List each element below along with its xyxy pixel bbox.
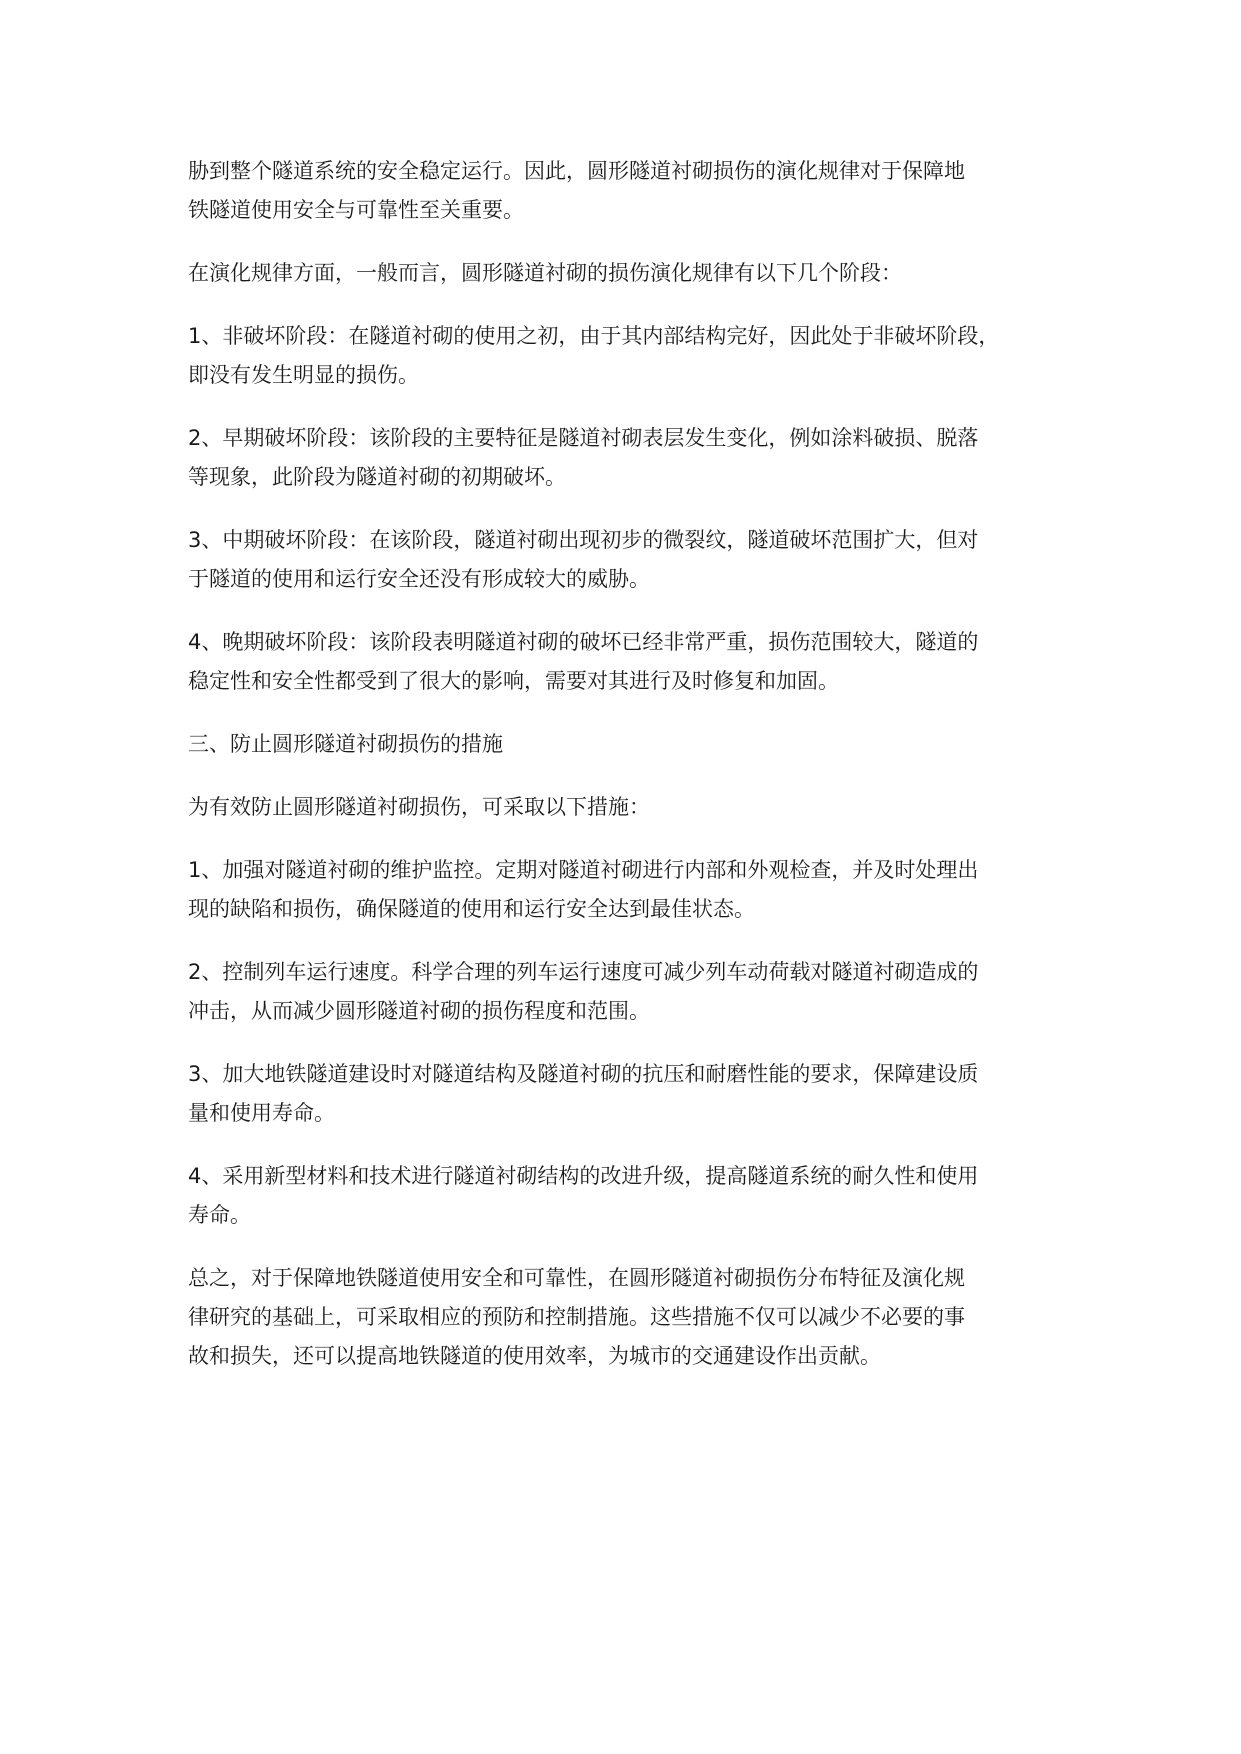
text-line: 于隧道的使用和运行安全还没有形成较大的威胁。 bbox=[188, 567, 650, 591]
text-line: 律研究的基础上，可采取相应的预防和控制措施。这些措施不仅可以减少不必要的事 bbox=[188, 1305, 965, 1329]
paragraph bbox=[188, 623, 1068, 701]
paragraph bbox=[188, 419, 1068, 497]
text-line: 量和使用寿命。 bbox=[188, 1101, 335, 1125]
text-line: 4、采用新型材料和技术进行隧道衬砌结构的改进升级，提高隧道系统的耐久性和使用 bbox=[188, 1164, 979, 1188]
text-line: 即没有发生明显的损伤。 bbox=[188, 363, 419, 387]
text-line: 故和损失，还可以提高地铁隧道的使用效率，为城市的交通建设作出贡献。 bbox=[188, 1344, 881, 1368]
text-line: 铁隧道使用安全与可靠性至关重要。 bbox=[188, 198, 524, 222]
text-line: 等现象，此阶段为隧道衬砌的初期破坏。 bbox=[188, 465, 566, 489]
paragraph bbox=[188, 317, 1068, 395]
text-line: 在演化规律方面，一般而言，圆形隧道衬砌的损伤演化规律有以下几个阶段： bbox=[188, 261, 902, 285]
paragraph bbox=[188, 152, 1068, 230]
text-line: 稳定性和安全性都受到了很大的影响，需要对其进行及时修复和加固。 bbox=[188, 669, 839, 693]
paragraph bbox=[188, 1259, 1068, 1376]
text-line: 3、加大地铁隧道建设时对隧道结构及隧道衬砌的抗压和耐磨性能的要求，保障建设质 bbox=[188, 1062, 979, 1086]
text-line: 3、中期破坏阶段：在该阶段，隧道衬砌出现初步的微裂纹，隧道破坏范围扩大，但对 bbox=[188, 528, 979, 552]
text-line: 寿命。 bbox=[188, 1203, 251, 1227]
text-line: 1、加强对隧道衬砌的维护监控。定期对隧道衬砌进行内部和外观检查，并及时处理出 bbox=[188, 858, 979, 882]
text-line: 现的缺陷和损伤，确保隧道的使用和运行安全达到最佳状态。 bbox=[188, 897, 755, 921]
paragraph bbox=[188, 725, 1068, 764]
paragraph bbox=[188, 1157, 1068, 1235]
text-line: 2、控制列车运行速度。科学合理的列车运行速度可减少列车动荷载对隧道衬砌造成的 bbox=[188, 960, 979, 984]
paragraph bbox=[188, 953, 1068, 1031]
text-line: 三、防止圆形隧道衬砌损伤的措施 bbox=[188, 732, 503, 756]
paragraph bbox=[188, 851, 1068, 929]
text-line: 4、晚期破坏阶段：该阶段表明隧道衬砌的破坏已经非常严重，损伤范围较大，隧道的 bbox=[188, 630, 979, 654]
text-line: 总之，对于保障地铁隧道使用安全和可靠性，在圆形隧道衬砌损伤分布特征及演化规 bbox=[188, 1266, 965, 1290]
text-line: 1、非破坏阶段：在隧道衬砌的使用之初，由于其内部结构完好，因此处于非破坏阶段， bbox=[188, 324, 1000, 348]
document-body bbox=[188, 152, 1068, 1400]
paragraph bbox=[188, 1055, 1068, 1133]
text-line: 冲击，从而减少圆形隧道衬砌的损伤程度和范围。 bbox=[188, 999, 650, 1023]
paragraph bbox=[188, 254, 1068, 293]
paragraph bbox=[188, 521, 1068, 599]
paragraph bbox=[188, 788, 1068, 827]
text-line: 2、早期破坏阶段：该阶段的主要特征是隧道衬砌表层发生变化，例如涂料破损、脱落 bbox=[188, 426, 979, 450]
text-line: 胁到整个隧道系统的安全稳定运行。因此，圆形隧道衬砌损伤的演化规律对于保障地 bbox=[188, 159, 965, 183]
text-line: 为有效防止圆形隧道衬砌损伤，可采取以下措施： bbox=[188, 795, 650, 819]
